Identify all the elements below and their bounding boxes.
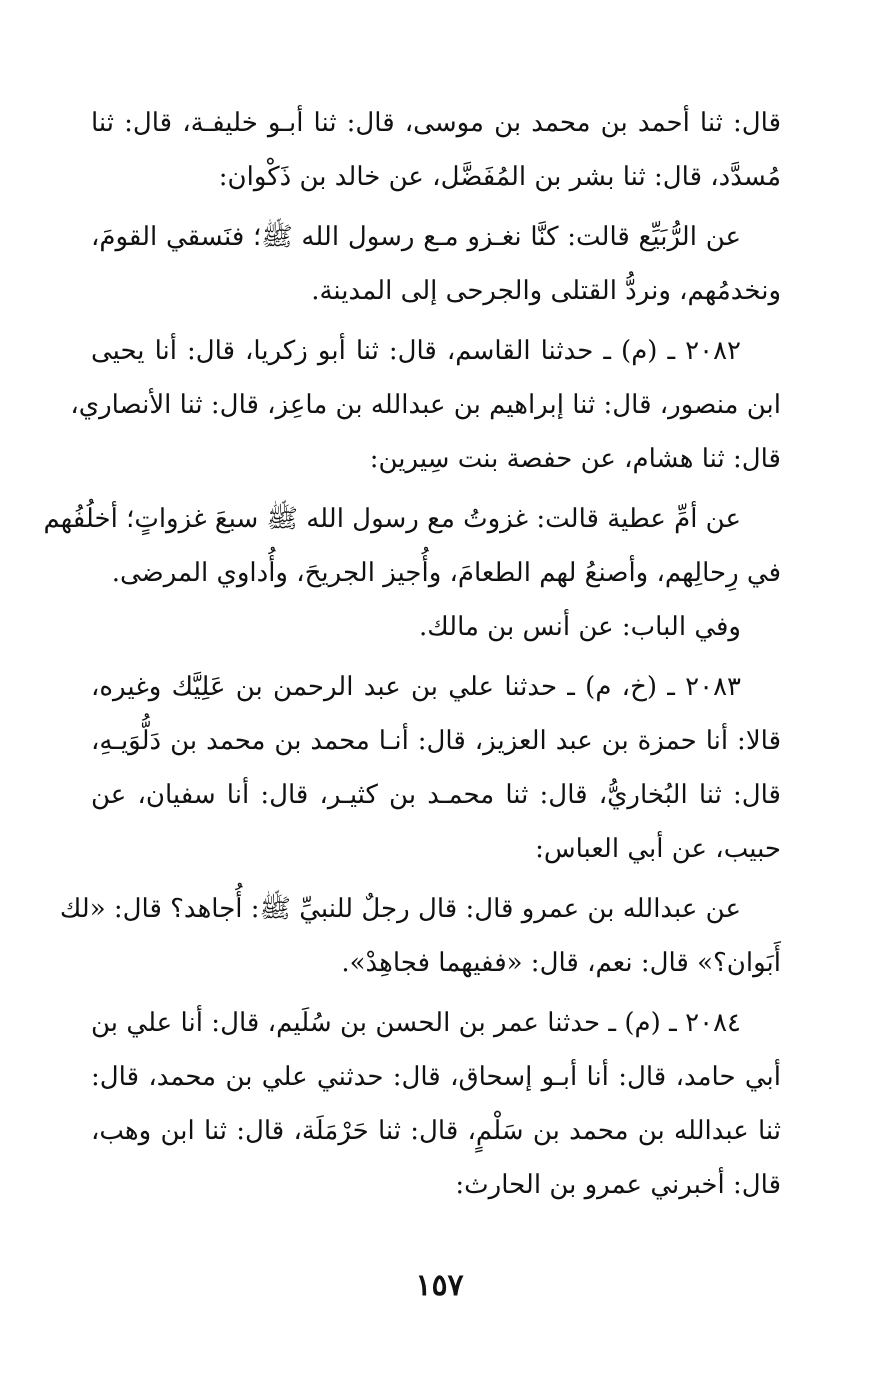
text-line: قال: ثنا هشام، عن حفصة بنت سِيرين: — [369, 444, 781, 474]
text-line: ونخدمُهم، ونردُّ القتلى والجرحى إلى المدينة. — [311, 276, 781, 306]
text-line: في رِحالِهم، وأصنعُ لهم الطعامَ، وأُجيز الجريحَ، وأُداوي المرضى. — [111, 558, 781, 588]
matn-paragraph — [43, 492, 781, 600]
text-line: قال: ثنا أحمد بن محمد بن موسى، قال: ثنا أبـو خليفـة، قال: ثنا — [91, 108, 781, 138]
page-number: ١٥٧ — [415, 1268, 464, 1303]
matn-paragraph — [59, 882, 781, 990]
text-line: ٢٠٨٣ ـ (خ، م) ـ حدثنا علي بن عبد الرحمن بن عَلِيَّك وغيره، — [91, 672, 741, 702]
isnad-paragraph — [91, 96, 781, 204]
text-line: أبي حامد، قال: أنا أبـو إسحاق، قال: حدثني علي بن محمد، قال: — [91, 1062, 781, 1092]
text-line: قال: ثنا البُخاريُّ، قال: ثنا محمـد بن كثيـر، قال: أنا سفيان، عن — [91, 780, 781, 810]
text-line: مُسدَّد، قال: ثنا بشر بن المُفَضَّل، عن خالد بن ذَكْوان: — [218, 162, 781, 192]
page-body — [43, 96, 781, 1212]
text-line: أَبَوان؟» قال: نعم، قال: «ففيهما فجاهِدْ». — [341, 948, 781, 978]
text-line: وفي الباب: عن أنس بن مالك. — [418, 612, 741, 642]
text-line: عن عبدالله بن عمرو قال: قال رجلٌ للنبيِّ ﷺ: أُجاهد؟ قال: «لك — [59, 894, 741, 924]
text-line: ٢٠٨٢ ـ (م) ـ حدثنا القاسم، قال: ثنا أبو زكريا، قال: أنا يحيى — [91, 336, 741, 366]
text-line: ابن منصور، قال: ثنا إبراهيم بن عبدالله بن ماعِز، قال: ثنا الأنصاري، — [70, 390, 781, 420]
hadith-2084-isnad — [91, 996, 781, 1212]
bab-note-paragraph — [91, 600, 781, 654]
text-line: ثنا عبدالله بن محمد بن سَلْمٍ، قال: ثنا حَرْمَلَة، قال: ثنا ابن وهب، — [91, 1116, 781, 1146]
text-line: عن أمِّ عطية قالت: غزوتُ مع رسول الله ﷺ سبعَ غزواتٍ؛ أخلُفُهم — [43, 504, 741, 534]
text-line: قال: أخبرني عمرو بن الحارث: — [455, 1170, 781, 1200]
text-line: حبيب، عن أبي العباس: — [535, 834, 781, 864]
hadith-2082-isnad — [70, 324, 781, 486]
text-line: قالا: أنا حمزة بن عبد العزيز، قال: أنـا محمد بن محمد بن دَلُّوَيـهِ، — [91, 726, 781, 756]
hadith-2083-isnad — [91, 660, 781, 876]
text-line: عن الرُّبَيِّع قالت: كنَّا نغـزو مـع رسول الله ﷺ؛ فنَسقي القومَ، — [91, 222, 741, 252]
matn-paragraph — [91, 210, 781, 318]
text-line: ٢٠٨٤ ـ (م) ـ حدثنا عمر بن الحسن بن سُلَيم، قال: أنا علي بن — [91, 1008, 741, 1038]
